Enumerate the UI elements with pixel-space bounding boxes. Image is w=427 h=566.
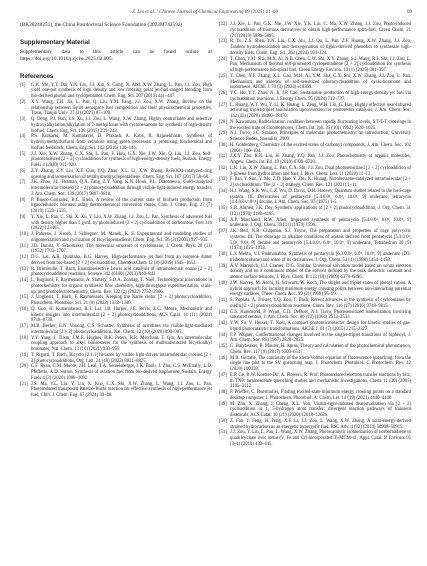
reference-number: [50]	[219, 418, 227, 424]
reference-text: Y.W. Su, V. Hessel, T. Noël, A compact photomicroreactor design for kinetic studies of gas-liquid photocatalytic transformations, AIChE J. 61 (7) (2015) 2215–2227.	[230, 321, 411, 332]
reference-item	[219, 333, 411, 345]
reference-item	[219, 103, 411, 120]
reference-item	[20, 364, 212, 381]
reference-number: [18]	[20, 335, 28, 341]
references-title: References	[20, 72, 54, 80]
reference-text: J.J. Zou, Y. Liu, L. Pan, L. Wang, X.W. Zhang, Photocatalytic isomerization of norbornadiene to quadricyclane over metal (V, Fe and Cr)-incorporated Ti-MCM-41, Appl. Catal. B Environ. 95 (3–4) (2010) 439–445.	[230, 430, 411, 447]
reference-text: J.D. Dunitz, V. Schomaker, The molecular structure of cyclobutane, J. Chem. Phys. 20 (11) (1952) 1703–1707.	[31, 243, 212, 255]
reference-item	[219, 252, 411, 264]
references-list-left	[20, 83, 212, 399]
reference-number: [16]	[20, 306, 28, 312]
reference-item	[219, 177, 411, 189]
reference-number: [48]	[219, 390, 227, 395]
reference-number: [7]	[20, 180, 26, 186]
reference-text: J.J. Xie, L. Pan, G.K. Nie, J.W. Xie, Y.K. Liu, C. Ma, X.W. Zhang, J.J. Zou, Photo-induced cycloaddition of biomass derivatives to obtain high-performance spiro-fuel, Green Chem. 21 (21) (2019) 5886–5895.	[230, 22, 411, 39]
reference-number: [19]	[20, 352, 28, 358]
reference-text: R. Brimioulle, T. Bach, Enantioselective Lewis acid catalysis of intramolecular enone [2 + 2] photocycloaddition reactions, Science 342 (6160) (2013) 840–843.	[31, 266, 212, 278]
reference-item	[219, 430, 411, 447]
supplementary-text: Supplementary data to this article can be found online at https://doi.org/10.1016/j.cjche.2025.02.005.	[20, 49, 212, 63]
reference-number: [9]	[20, 214, 26, 220]
reference-text: Q. Deng, P.J. Han, J.S. Xu, J.J. Zou, L. Wang, X.W. Zhang, Highly controllable and selective hydroxyalkylation/alkylation of 2-methylfuran with cyclohexanone for synthesis of high-density biofuel, Chem. Eng. Sci. 138 (2015) 239–243.	[31, 117, 212, 134]
reference-item	[219, 218, 411, 230]
reference-item	[219, 166, 411, 178]
reference-number: [24]	[219, 56, 227, 62]
reference-text: L. Buglioni, F. Raymenants, A. Slattery, S.D.A. Zondag, T. Noël, Technological innovations in photochemistry for organic synthesis: flow chemistry, high-throughput experimentation, scale-up, and photoelectrochemistry, Chem. Rev. 122 (2) (2022) 2752–2906.	[31, 278, 212, 295]
reference-number: [28]	[219, 119, 227, 125]
reference-text: Y.Y. Yang, J. Tilsm, J.M.E. Hughes, B.K. Peters, R.R. Merchant, T. Qin, An intermolecular coupling approach to alkyl bioisosteres for the synthesis of multisubstituted bicycloalkyl boronates, Nat. Chem. 13 (10) (2021) 950–955.	[31, 335, 212, 353]
reference-item	[20, 382, 212, 399]
reference-number: [22]	[219, 22, 227, 27]
reference-item	[219, 310, 411, 322]
reference-text: G.S. Hammond, P. Wyatt, C.D. DeBoer, N.J. Turro, Photosensitized isomerization involving saturated centers, J. Am. Chem. Soc. 86 (12) (1964) 2532–2533.	[230, 309, 411, 321]
reference-number: [23]	[219, 39, 227, 45]
reference-text: F. Pan, Y. Sun, Y. Mo, Z.D. Hao, Y. Zhu, K. Huang, Nitrobenzene-catalyzed intramolecular [2 + 2] cycloaddition: The [2 + 2] strategy, Chem. Rev. 121 (2021) 1–11.	[230, 177, 411, 188]
reference-text: T. Rigotti, T. Bach, Bicyclo [2.1.1] hexanes by visible light-driven intramolecular crossed [2 + 2] photocycloadditions, Org. Lett. 24 (48) (2022) 8821–8825.	[31, 352, 212, 364]
reference-number: [11]	[20, 243, 28, 249]
reference-text: P.S. Kulkarni, M. Kumaravel, D. Prakash, A. Kaba, R. Rajasekharan, Synthesis of hydroxymethylfurfural from cellulose using green processes: a promising biochemical and biofuel feedstock, Chem. Eng. Sci. 142 (2016) 136–146.	[31, 134, 212, 151]
reference-number: [44]	[219, 332, 227, 338]
reference-text: J.X.Y. Zhu, R.N. Liu, H. Zhang, Y.Q. Pan, J.J. Zou, Photochemistry of organic molecules, Angew. Chem. Int. Ed. 49 (2010) 6700–6720.	[230, 154, 411, 165]
reference-item	[219, 298, 411, 310]
reference-item	[20, 198, 212, 215]
reference-number: [51]	[219, 430, 227, 436]
reference-item	[20, 336, 212, 353]
reference-number: [25]	[219, 73, 227, 79]
supplementary-title: Supplementary Material	[20, 39, 90, 47]
reference-text: H.J. Wang, S.R. Wu, L.Z. Wu, D. Davis, D.H. Hoovey, Quantum studies related to the bird-cage system. III. Derivatives of pentacycle [5.4.0.0², 6.0³, 10.0⁵, 9] undecane, tetracyclo [4.4.0.0¹.⁷.0³.⁸] decane, J. Am. Chem. Soc. 97 (1975) 1-5.	[230, 188, 411, 206]
reference-item	[219, 22, 411, 39]
reference-item	[219, 390, 411, 402]
reference-number: [2]	[20, 99, 26, 105]
reference-number: [47]	[219, 372, 227, 378]
reference-number: [14]	[20, 278, 28, 284]
reference-item	[20, 255, 212, 267]
reference-text: D.G. Lai, A.R. Quintana, B.G. Harvey, High-performance jet fuel from an isoprene dimer derived from bio-based [2 + 2] cycloaddition, ChemSusChem 12 (8) (2019) 1645–1652.	[31, 255, 212, 266]
reference-item	[20, 134, 212, 151]
reference-text: X.Y. Wang, T.H. Jia, L. Pan, Q. Liu, Y.M. Fang, J.J. Zou, X.W. Zhang, Review on the relationship between liquid aerospace fuel composition and their physicochemical properties, Trans. Tianjin Univ. 27 (2) (2021) 87–109.	[31, 99, 212, 117]
reference-number: [39]	[219, 263, 227, 269]
reference-item	[219, 91, 411, 103]
reference-text: S. Poplata, A. Tröster, Y.Q. Zou, T. Bach, Recent advances in the synthesis of cyclobutanes by olefin [2 + 2] photocycloaddition reactions, Chem. Rev. 116 (17) (2016) 9748–9815.	[230, 298, 411, 309]
reference-item	[219, 281, 411, 298]
reference-number: [37]	[219, 229, 227, 234]
reference-item	[219, 344, 411, 356]
reference-text: L.K. Liu, X.W. Zhang, L. Pan, C.X. Shi, J.J. Zou, Dual photosensitized [2 + 2] cycloaddition of 3-pinene from hydrocarbon and fuel, J. Phys. Chem. Lett. 11 (2020) 11–13.	[230, 165, 411, 177]
reference-text: M.B. Becker, E.N. Vossing, C.S. Schuster, Synthesis of aziridines via visible-light-mediated intermolecular [2 + 2] photocycloadditions, Nat. Chem. 12 (10) (2020) 898–905.	[31, 324, 212, 335]
reference-item	[20, 295, 212, 307]
reference-text: J.W. Harvey, M. Aschi, H. Schwarz, W. Koch, The singlet and triplet states of phenyl cation. A hybrid approach for locating minimum energy crossing points between non-interacting potential energy surfaces, Theor. Chem. Acc. 99 (2) (1998) 95–99.	[230, 280, 411, 298]
reference-text: P. Prieffer, C. Buermuller, Finding excited-state minimum energy crossing points on a standard desktop computer, J. Photochem. Photobiol. A: Chem. Let. 14 (19) (2023) 4440–4448.	[230, 390, 411, 401]
reference-number: [12]	[20, 255, 28, 261]
reference-number: [17]	[20, 324, 28, 330]
page-number: 69	[407, 10, 412, 15]
reference-text: J.J. Xie, X.W. Zhang, C.X. Shi, L. Pan, F. Hou, G.X. Nie, J.W. Xie, Q. Liu, J.J. Zou, Self-photosensitized [2 + 2] cycloaddition for synthesis of high-energy-density fuels, Sustain. Energy Fuels 4 (2020) 911–920.	[31, 151, 212, 169]
reference-text: J. Ungbesit, T. Bach, F. Raymenants, Keeping the Name clean: [2 + 2] photocycloaddition, Photochem. Photobiol. Sci. 21 (8) (2022) 1333–1340.	[31, 295, 212, 307]
reference-text: L. Huang, W.T. Wu, Y. Li, K. Huang, L. Zeng, W.H. Lin, G. Hao, Highly effective near-infrared activating triplet-triplet annihilation upconversion for photoredox catalysis, J. Am. Chem. Soc. 142 (43) (2020) 18460–18470.	[230, 102, 411, 119]
reference-number: [20]	[20, 364, 28, 370]
reference-item	[20, 215, 212, 232]
reference-text: N.J. Turro, J.C. Scaiano, Principles of molecular photochemistry: an introduction, University Science Books, Sausalito, 2009.	[230, 131, 411, 142]
reference-item	[20, 83, 212, 100]
reference-item	[219, 120, 411, 132]
reference-number: [38]	[219, 252, 227, 257]
reference-item	[20, 353, 212, 365]
reference-number: [40]	[219, 280, 227, 286]
reference-item	[219, 39, 411, 56]
reference-number: [31]	[219, 154, 227, 160]
reference-item	[219, 264, 411, 281]
reference-number: [4]	[20, 134, 26, 140]
reference-item	[219, 57, 411, 74]
reference-item	[219, 356, 411, 373]
reference-item	[219, 154, 411, 166]
reference-text: Y.C. Hu, Y.Y. Zhao, N. Ji, J.P. Cao, Sustainable production of high-energy-density jet fuel via cycloaddition reactions, J. Energy Chem. 95 (2024) 712–737.	[230, 91, 411, 102]
reference-number: [34]	[219, 188, 227, 194]
reference-text: S.B. Ahmed, J.K. Dey, Synthetic applications of [2 + 2] photocycloaddition, J. Org. Chem. 31 (12) (1970) 4180–4185.	[230, 206, 411, 217]
reference-item	[219, 321, 411, 333]
reference-number: [36]	[219, 217, 227, 223]
reference-number: [10]	[20, 232, 28, 238]
reference-text: J. Pahrens, J. Kroeb, J. Schlegner, M. Manek, K. S. Experimental and modeling studies of oligomerization and cyclization of bicyclopentadiene, Chem. Eng. Sci. 56 (3) (2001) 927–935.	[31, 232, 212, 243]
reference-item	[20, 117, 212, 134]
reference-text: L.J. Mehta, V.J. Padmanabha, Synthesis of pentacyclo [6.3.0.0², 6.0³, 10.0⁵, 9] undecane (D3-trishomocubane) and some of its derivatives, J. Org. Chem. 53 (4) (1988) 1454–1458.	[230, 252, 411, 263]
left-column	[20, 22, 212, 399]
reference-item	[20, 278, 212, 295]
reference-text: Q. Guo, H. Kunanntarasi, R.T. Lai, J.B. Harper, J.E. Bevis, E.G. Moore, Mechanistic and kinetic insights into intermolecular [2 + 2] photocycloadditions, ACS Catal. 14 (11) (2024) 8718–8730.	[31, 306, 212, 324]
reference-text: J.K. Zhao, J.L. Braman, Q.X. Tang, Z.Y. Yang, K.N. Houk, P.L. Diaconescu, Gold-catalyzed intermolecular crossed [2 + 2] photocycloaddition through visible-light-induced energy transfer, J. Am. Chem. Soc. 139 (2017) 9807–9810.	[31, 180, 212, 197]
references-list-right	[219, 22, 411, 448]
reference-item	[20, 244, 212, 256]
reference-item	[219, 206, 411, 218]
reference-item	[20, 232, 212, 244]
reference-number: [5]	[20, 151, 26, 157]
reference-number: [35]	[219, 206, 227, 211]
reference-item	[20, 324, 212, 336]
reference-text: Y. Chen, X.F. Zhang, X.L. Gao, M.H. Ai, Y.M. Sha, C.X. Shi, X.W. Zhang, J.J. Zou, L. Pan, Mechanism and kinetics of self-sensitized photocycloaddition of cyclo-boranone and isobornene, AIChE J. 70 (3) (2024) e18369.	[230, 73, 411, 91]
reference-text: H. Goldenberg, Chemistry of the excited states of carbonyl compounds, J. Am. Chem. Soc. 102 (2001) 100–104.	[230, 142, 411, 154]
reference-text: G.K. Mo, Y.T. Dai, Y.N. Liu, J.J. Xin, S. Gong, N. Abd, X.W. Zhang, L. Pan, J.J. Zou, High yield one-pot synthesis of high density and low freezing point jet-fuel-ranged blending from bio-derived phenol and cyclopentanol, Chem. Eng. Sci. 207 (2019) 441–447.	[31, 82, 212, 100]
reference-text: G. Barybeaker, B. Maurer, H. Aprus, Theory and calculation of the photochemical phenomenon, Chem. Rev. 117 (9) (2017) 6500–6537.	[230, 344, 411, 355]
reference-text: F.P. Wagner, Conformational changes involved in the singlet-triplet transitions of biphenyl, J. Am. Chem. Soc. 89 (1967) 2820–2825.	[230, 332, 411, 344]
reference-item	[219, 143, 411, 155]
reference-number: [32]	[219, 165, 227, 171]
reference-text: C.F. Ryan, C.M. Moore, J.H. Leal, T.A. Semelsberger, J.K. Banh, J. Zhu, C.S. McEnally, L.D. Pfefferle, A.D. Sutton, Synthesis of aviation fuel from bio-derived isophorone, Sustain. Energy Fuels 4 (3) (2020) 1088–1092.	[31, 364, 212, 381]
reference-text: E.P. Ge, B.W. Koetter-Dir, A. Flowers, R. Prof, Photoinduced electron transfer reactions by bitz, in TNP: luminescence quenching studies and mechanistic investigations, Chem. 11 (30) (2005) 3105–3112.	[230, 372, 411, 390]
reference-text: T. Chen, Y.M. Sha, M.X. Ai, N.B. Chen, C.W. Shi, X.Y. Zhang, S.J. Wang, R.F. Shi, J.J. Zou, L. Pan, Mechanism of thermal self-promoted cyclopentadiene [2 + 2] cycloaddition for synthesis of high-performance bio-spiral fuel, Green Energy Environ. 10 (1) (2025) 381–397.	[230, 56, 411, 73]
reference-text: N. Kawamata, Radicalization condition between rapidly fluctuating levels, S.T-T-T crossings in the excited state of chromophores, Chem. Int. Jpn. 35 (10) (1962) 1620–1625.	[230, 119, 411, 131]
reference-text: M.R. Gellatie, The continuity of the Stern-Volmer equation of fluorescence quenching: from the single line plot to the SV quenching map, J. Photochem. Photobiol. C Photochem. Rev. 42 (2020) 100338.	[230, 355, 411, 372]
reference-item	[219, 189, 411, 206]
funding-text: (BK20240251), the China Postdoctoral Science Foundation (2023M742592).	[20, 22, 184, 28]
reference-number: [49]	[219, 401, 227, 407]
reference-text: Y. Xie, L. Pan, C. Shi, X. Xu, Y. Liu, X.W. Zhang, J.J. Zou, L. Pan, Synthesis of advanced fuel with density higher than 1 g/mL by photoinduced [2 + 2] cycloaddition of norbornene, Fuel 316 (2022) 123405.	[31, 214, 212, 232]
reference-number: [41]	[219, 298, 227, 303]
reference-text: R. Yu, Z.S. Shen, Y.N. Liu, C.X. Shi, J.J. Qu, L. Pan, Z.F. Huang, X.W. Zhang, J.J. Zou, Tandem hydrodeoxidation and deoxygenation of lignin-derived phenolics to synthesize high-density fuels, Chem. Eng. Sci. 262 (2024) 104–124.	[230, 39, 411, 56]
reference-number: [46]	[219, 355, 227, 361]
reference-item	[20, 169, 212, 181]
reference-number: [8]	[20, 197, 26, 203]
reference-item	[20, 152, 212, 169]
reference-text: J.K. Bell, N.B. Chapman, S.J. Toyne, The preparation and properties of cage polycyclic systems. III. The cleavage in alkaline conditions of acetals derived from pentacyclo [5.3.0.0², 5.0³, 9.0⁴, 8] decane and pentacyclo [5.4.0.0², 6.0³, 10.0⁵, 9] undecane, Tetrahedron 30 (9) (1974) 1025–1033.	[230, 229, 411, 252]
reference-item	[219, 373, 411, 390]
reference-item	[20, 180, 212, 197]
running-title: Z. Liu et al. / Chinese Journal of Chemical Engineering 89 (2025) 61–69	[132, 10, 279, 15]
reference-number: [6]	[20, 168, 26, 174]
reference-text: J.S. Ma, Y.L. Liu, Y. Liu, X. Kuo, C.X. Shi, X.W. Zhang, L. Wang, J.J. Zou, L. Pan, Photoinduced transposed Paternò-Büchi reaction for effective synthesis of high-performance jet fuel, Chin. J. Chem. Eng. 67 (2024) 39–48.	[31, 381, 212, 399]
reference-number: [27]	[219, 102, 227, 108]
reference-text: Z. Fan, Y. Feng, H. Peng, X.F. Li, J.J. Zou, L. Wang, X.W. Zhang, A solar-energy-derived strained hydrocarbon as an energetic hypergolic fuel, RSC Adv. 4 (92) (2014) 50908–50915.	[230, 418, 411, 430]
reference-number: [29]	[219, 131, 227, 137]
reference-text: M. Zhu, X. Zhang, J. Cheng, X.L. You, Visible-light-induced dearomatization via [2 + 2] cycloaddition or 1, 5-hydrogen atom transfer: divergent reaction pathways of transient diradicals, ACS Catal. 10 (21) (2020) 12618–12626.	[230, 401, 411, 418]
reference-item	[20, 307, 212, 324]
right-column	[219, 22, 411, 448]
reference-item	[219, 229, 411, 252]
reference-number: [15]	[20, 295, 28, 301]
reference-number: [21]	[20, 381, 28, 387]
reference-item	[219, 131, 411, 143]
reference-text: Z.Y. Zhang, Z.Y. Liu, X.F. Guo, Y.Q. Zhao, X.L. Li, X.W. Zhang, R-Fe3O4-catalyzed ring opening and isomerization of tetrahydrodicyclopentadiene, Chem. Eng. Sci. 167 (2017) 58–68.	[31, 168, 212, 180]
reference-item	[219, 402, 411, 419]
reference-item	[20, 267, 212, 279]
reference-item	[219, 74, 411, 91]
reference-number: [42]	[219, 309, 227, 315]
reference-number: [33]	[219, 177, 227, 183]
reference-number: [13]	[20, 266, 28, 272]
reference-number: [26]	[219, 91, 227, 96]
reference-item	[219, 419, 411, 431]
reference-number: [3]	[20, 117, 26, 123]
reference-text: P. Bueno-Gonzalez, B.C. Klein, A review of the current state of biofuels production from lignocellulosic biomass using thermochemical conversion routes, Chin. J. Chem. Eng. 27 (7) (2019) 1523–1535.	[31, 197, 212, 215]
reference-number: [43]	[219, 321, 227, 326]
reference-number: [30]	[219, 142, 227, 148]
reference-text: A.V. Marenich, C.J. Cramer, D.G. Truhlar, Universal solvation model based on solute electron density and on a continuum model of the solvent defined by the bulk dielectric constant and atomic surface tensions, J. Phys. Chem. B 113 (18) (2009) 6378–6396.	[230, 263, 411, 280]
reference-number: [45]	[219, 344, 227, 349]
reference-item	[20, 100, 212, 117]
reference-text: A.P. Marchand, R.W. Allen, Improved synthesis of pentacyclo [5.4.0.0², 6.0³, 10.0⁵, 9] undecane, J. Org. Chem. 39 (11) (1974) 1596.	[230, 217, 411, 229]
reference-number: [1]	[20, 82, 26, 88]
